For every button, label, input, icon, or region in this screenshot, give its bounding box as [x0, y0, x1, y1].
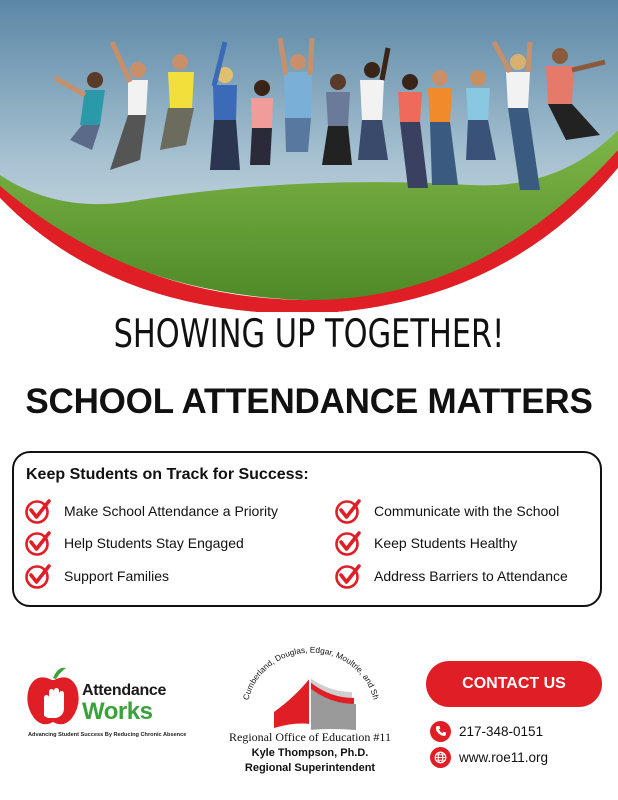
contact-us-button[interactable]: CONTACT US — [426, 661, 602, 707]
website-url: www.roe11.org — [459, 749, 549, 765]
tip-item — [24, 497, 278, 525]
roe-person-role: Regional Superintendent — [244, 762, 376, 774]
subheadline: SCHOOL ATTENDANCE MATTERS — [25, 382, 593, 421]
apple-hand-icon — [26, 664, 80, 728]
tips-heading: Keep Students on Track for Success: — [26, 466, 309, 483]
website-contact[interactable] — [430, 746, 548, 768]
aw-name-line2: Works — [82, 698, 153, 725]
checkmark-circle-icon — [24, 562, 52, 590]
seal-text: Cumberland, Douglas, Edgar, Moultrie, and Sh — [241, 645, 381, 701]
tip-item — [334, 497, 559, 525]
phone-icon — [430, 721, 451, 742]
tip-label: Keep Students Healthy — [374, 535, 518, 551]
tips-panel — [12, 451, 602, 607]
hero-photo — [0, 0, 618, 312]
tip-label: Communicate with the School — [374, 503, 560, 519]
students-jumping-photo — [0, 0, 618, 312]
checkmark-circle-icon — [334, 497, 362, 525]
tip-label: Address Barriers to Attendance — [374, 568, 568, 584]
tip-item — [334, 529, 517, 557]
tip-label: Make School Attendance a Priority — [64, 503, 279, 519]
tip-label: Help Students Stay Engaged — [64, 535, 244, 551]
aw-tagline: Advancing Student Success By Reducing Chronic Absence — [28, 732, 187, 738]
roe-seal — [226, 632, 396, 732]
globe-icon — [430, 747, 451, 768]
checkmark-circle-icon — [334, 562, 362, 590]
headline: SHOWING UP TOGETHER! — [113, 312, 505, 357]
tip-label: Support Families — [64, 568, 170, 584]
roe-person-name: Kyle Thompson, Ph.D. — [251, 747, 369, 759]
aw-name-line1: Attendance — [82, 682, 167, 699]
checkmark-circle-icon — [24, 497, 52, 525]
checkmark-circle-icon — [334, 529, 362, 557]
checkmark-circle-icon — [24, 529, 52, 557]
tip-item — [24, 562, 169, 590]
roe-office-name: Regional Office of Education #11 — [229, 730, 391, 744]
tip-item — [24, 529, 244, 557]
phone-contact[interactable] — [430, 720, 543, 742]
roe-book-emblem — [226, 632, 396, 732]
tip-item — [334, 562, 568, 590]
attendance-works-logo — [26, 664, 188, 744]
phone-number: 217-348-0151 — [459, 723, 544, 739]
